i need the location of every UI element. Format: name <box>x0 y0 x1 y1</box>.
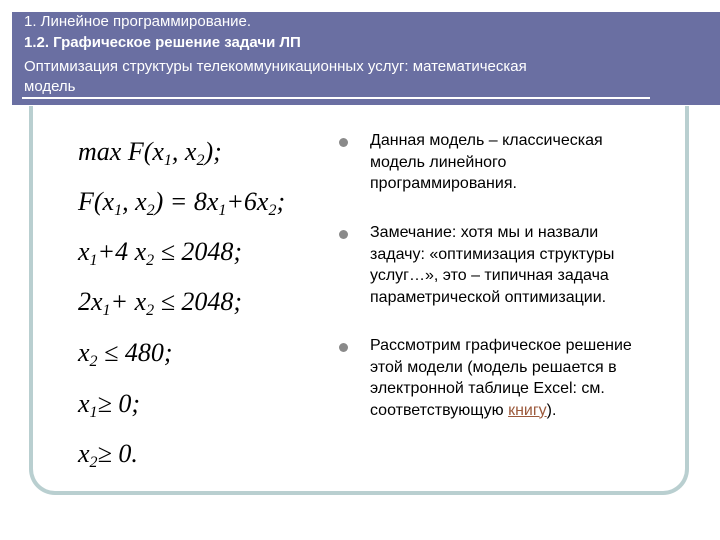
title-line-2: 1.2. Графическое решение задачи ЛП <box>24 34 301 51</box>
title-underline <box>22 97 650 99</box>
bullet-text-3: Рассмотрим графическое решение этой модели (модель решается в электронной таблице Excel: см. соответствующую книгу). <box>370 337 632 419</box>
objective-definition: $F(x_1$, $x_2) = 8x_1+6x_2$; <box>78 187 286 219</box>
constraint-3: $x_2 \le 480$; <box>78 338 173 370</box>
constraint-2: $2x_1+ x_2 \le 2048$; <box>78 287 243 319</box>
title-line-3: Оптимизация структуры телекоммуникационных услуг: математическая <box>24 58 527 75</box>
constraint-5: $x_2\ge 0$. <box>78 439 138 471</box>
constraint-4: $x_1\ge 0$; <box>78 389 140 421</box>
constraint-1: $x_1+4$ $x_2 \le 2048$; <box>78 237 243 269</box>
objective-function: $\max F(x_1$, $x_2$); <box>78 137 222 169</box>
bullet-dot-icon <box>339 343 348 352</box>
bullet-text-2: Замечание: хотя мы и назвали задачу: «оптимизация структуры услуг…», это – типичная задача параметрической оптимизации. <box>370 224 615 306</box>
bullet-text-1: Данная модель – классическая модель линейного программирования. <box>370 132 603 192</box>
book-link[interactable]: книгу <box>508 401 547 419</box>
title-bar <box>12 12 720 105</box>
title-line-1: 1. Линейное программирование. <box>24 13 252 30</box>
bullet-dot-icon <box>339 230 348 239</box>
title-line-4: модель <box>24 78 76 95</box>
bullet-dot-icon <box>339 138 348 147</box>
